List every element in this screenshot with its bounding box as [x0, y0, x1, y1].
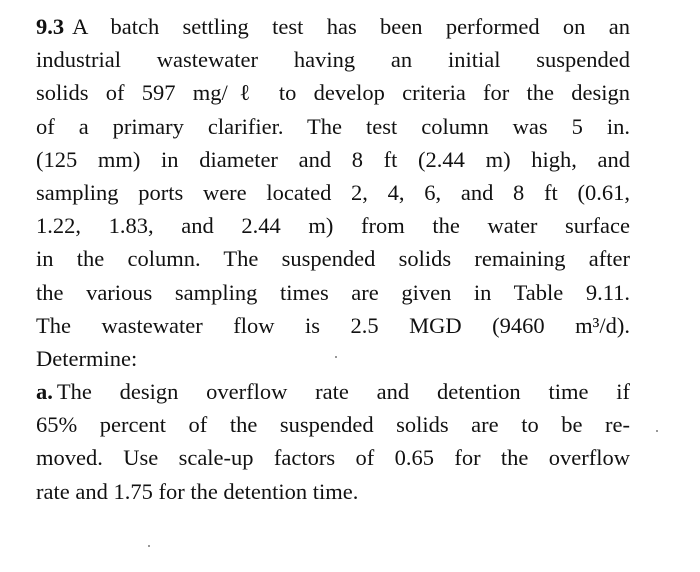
part-a-line-2: 65% percent of the suspended solids are to be re- — [36, 412, 630, 438]
part-a-line-3: moved. Use scale-up factors of 0.65 for the overflow — [36, 445, 630, 471]
part-a-label: a. — [36, 379, 53, 405]
part-a-text-line: The design overflow rate and detention time if — [56, 379, 630, 405]
problem-text-block — [36, 10, 630, 508]
scan-speck — [148, 545, 150, 547]
problem-line-7: 1.22, 1.83, and 2.44 m) from the water surface — [36, 213, 630, 239]
part-a-line-4: rate and 1.75 for the detention time. — [36, 478, 359, 504]
scan-speck — [656, 430, 658, 432]
problem-line-6: sampling ports were located 2, 4, 6, and 8 ft (0.61, — [36, 179, 630, 205]
problem-line-4: of a primary clarifier. The test column was 5 in. — [36, 113, 630, 139]
problem-line-determine: Determine: — [36, 345, 138, 371]
scan-speck — [335, 356, 337, 358]
problem-line-1 — [36, 10, 630, 43]
problem-line-2: industrial wastewater having an initial suspended — [36, 47, 630, 73]
problem-line-5: (125 mm) in diameter and 8 ft (2.44 m) high, and — [36, 146, 630, 172]
problem-line-9: the various sampling times are given in Table 9.11. — [36, 279, 630, 305]
problem-line-3: solids of 597 mg/ℓ to develop criteria for the design — [36, 80, 630, 106]
problem-number: 9.3 — [36, 14, 65, 39]
problem-text-line: A batch settling test has been performed on an — [72, 14, 630, 39]
problem-line-8: in the column. The suspended solids remaining after — [36, 246, 630, 272]
problem-line-10: The wastewater flow is 2.5 MGD (9460 m³/d). — [36, 312, 630, 338]
part-a-line-1 — [36, 375, 630, 408]
